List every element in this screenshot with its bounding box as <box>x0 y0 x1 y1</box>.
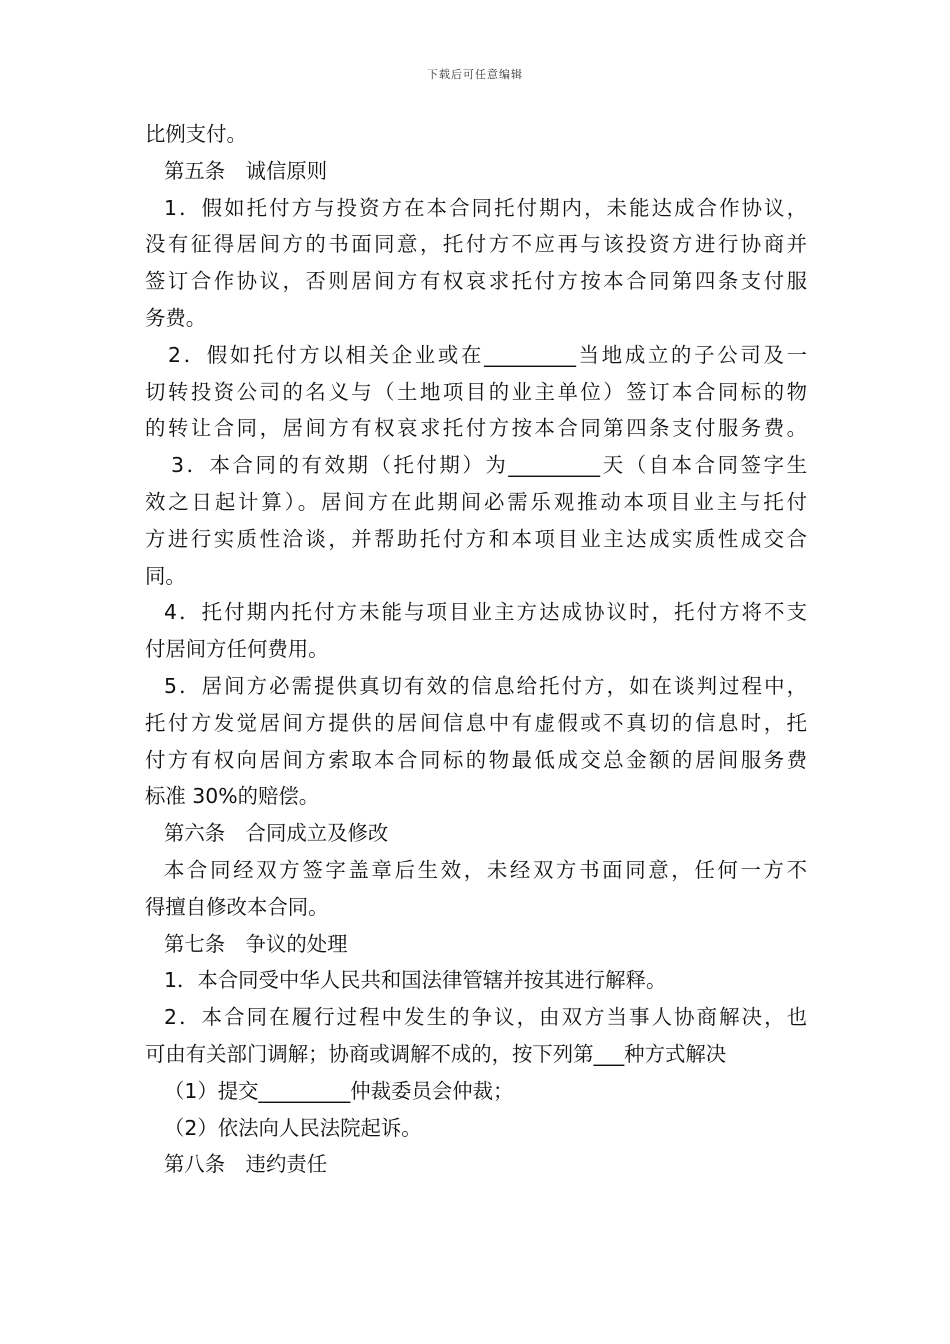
body-line: 标准 30%的赔偿。 <box>145 784 320 809</box>
page-header: 下载后可任意编辑 <box>427 68 523 81</box>
body-line: 切转投资公司的名义与（土地项目的业主单位）签订本合同标的物 <box>145 379 807 404</box>
article-heading: 第七条 争议的处理 <box>164 931 348 956</box>
clause-line: 2．假如托付方以相关企业或在_________当地成立的子公司及一 <box>168 342 807 367</box>
body-line: 效之日起计算）。居间方在此期间必需乐观推动本项目业主与托付 <box>145 489 807 514</box>
clause-line: 1．假如托付方与投资方在本合同托付期内，未能达成合作协议， <box>164 195 807 220</box>
article-heading: 第八条 违约责任 <box>164 1152 328 1177</box>
body-line: 得擅自修改本合同。 <box>145 894 329 919</box>
article-heading: 第五条 诚信原则 <box>164 158 328 183</box>
clause-line: 本合同经双方签字盖章后生效，未经双方书面同意，任何一方不 <box>164 857 807 882</box>
body-line: 比例支付。 <box>145 122 247 146</box>
option-line: （1）提交_________仲裁委员会仲裁； <box>164 1078 514 1103</box>
body-line: 托付方发觉居间方提供的居间信息中有虚假或不真切的信息时，托 <box>145 710 807 735</box>
document-body <box>145 116 807 1183</box>
clause-line: 3．本合同的有效期（托付期）为_________天（自本合同签字生 <box>171 453 807 478</box>
body-line: 同。 <box>145 563 186 588</box>
body-line: 务费。 <box>145 305 207 330</box>
body-line: 可由有关部门调解；协商或调解不成的，按下列第___种方式解决 <box>145 1041 727 1066</box>
body-line: 方进行实质性洽谈，并帮助托付方和本项目业主达成实质性成交合 <box>145 526 807 551</box>
body-line: 没有征得居间方的书面同意，托付方不应再与该投资方进行协商并 <box>145 232 807 257</box>
clause-line: 2．本合同在履行过程中发生的争议，由双方当事人协商解决，也 <box>164 1005 807 1030</box>
clause-line: 5．居间方必需提供真切有效的信息给托付方，如在谈判过程中， <box>164 673 807 698</box>
option-line: （2）依法向人民法院起诉。 <box>164 1115 422 1140</box>
clause-line: 1．本合同受中华人民共和国法律管辖并按其进行解释。 <box>164 968 667 993</box>
body-line: 付方有权向居间方索取本合同标的物最低成交总金额的居间服务费 <box>145 747 807 772</box>
body-line: 付居间方任何费用。 <box>145 637 329 662</box>
body-line: 的转让合同，居间方有权哀求托付方按本合同第四条支付服务费。 <box>145 416 807 441</box>
body-line: 签订合作协议，否则居间方有权哀求托付方按本合同第四条支付服 <box>145 269 807 294</box>
article-heading: 第六条 合同成立及修改 <box>164 821 389 846</box>
clause-line: 4．托付期内托付方未能与项目业主方达成协议时，托付方将不支 <box>164 600 807 625</box>
